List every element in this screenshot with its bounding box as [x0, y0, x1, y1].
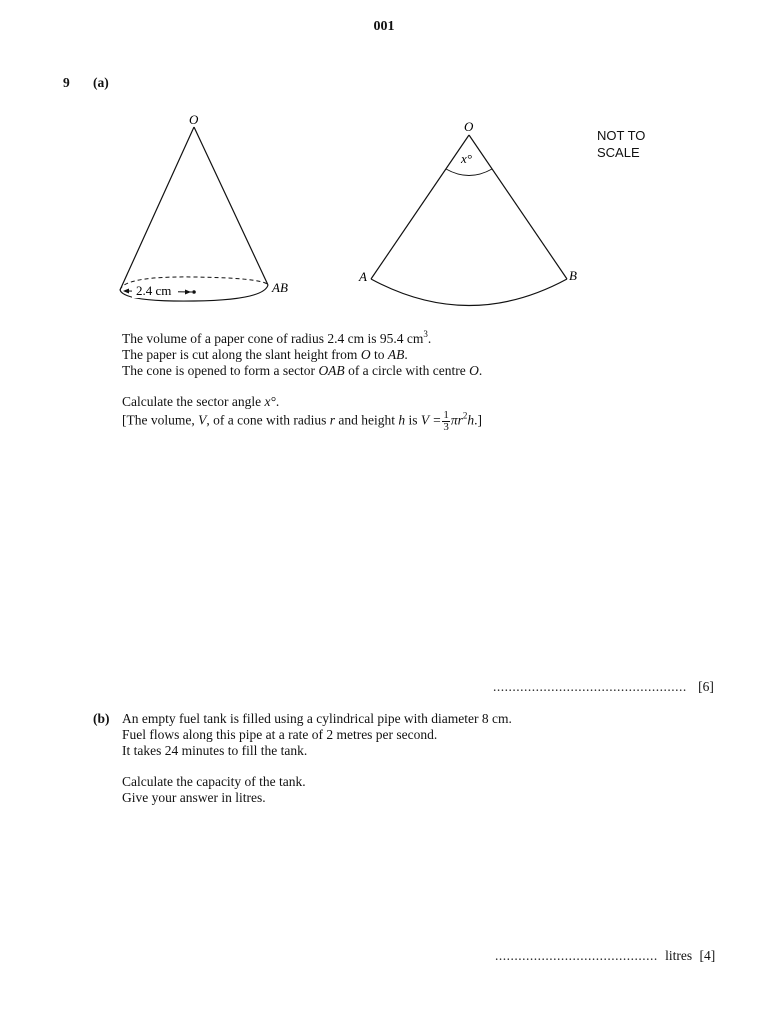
part-a-instruction: Calculate the sector angle x°. — [122, 394, 280, 409]
sector-arc — [371, 279, 567, 306]
part-a-line-3: The cone is opened to form a sector OAB of a circle with centre O. — [122, 363, 483, 378]
not-to-scale-note — [597, 127, 645, 161]
cone-right-edge — [194, 127, 268, 285]
part-b-marks: [4] — [699, 948, 716, 963]
not-to-scale-line-1: NOT TO — [597, 128, 646, 143]
not-to-scale-line-2: SCALE — [597, 145, 640, 160]
part-b-line-3: It takes 24 minutes to fill the tank. — [122, 743, 308, 758]
part-b-unit: litres — [665, 948, 693, 963]
part-a-answer-dots[interactable]: .................................................. — [493, 679, 687, 694]
part-b-line-2: Fuel flows along this pipe at a rate of 2 metres per second. — [122, 727, 438, 742]
sector-edge-oa — [371, 135, 469, 279]
part-b-line-4: Calculate the capacity of the tank. — [122, 774, 306, 789]
cone-volume-formula: [The volume, V, of a cone with radius r and height h is V = $\frac{1}{3}$ $\pi r^2h$.] — [122, 409, 483, 433]
cone-base-label: AB — [272, 280, 288, 295]
part-b-line-5: Give your answer in litres. — [122, 790, 266, 805]
page-number: 001 — [373, 19, 395, 34]
part-a-answer-line[interactable] — [493, 679, 714, 695]
point-b-label: B — [569, 268, 577, 283]
part-b-answer-line[interactable] — [495, 948, 715, 964]
radius-label: 2.4 cm — [136, 283, 172, 298]
sector-edge-ob — [469, 135, 567, 279]
part-a-marks: [6] — [698, 679, 714, 694]
part-b-answer-dots[interactable]: .......................................... — [495, 948, 658, 963]
cone-sector-diagram — [0, 0, 768, 330]
cone-apex-label: O — [189, 112, 199, 127]
part-a-label: (a) — [93, 75, 109, 90]
part-a-line-1: The volume of a paper cone of radius 2.4 cm is 95.4 $cm^3$. — [122, 329, 432, 346]
sector-apex-label: O — [464, 119, 474, 134]
sector-angle-arc — [446, 169, 492, 176]
part-b-line-1: An empty fuel tank is filled using a cylindrical pipe with diameter 8 cm. — [122, 711, 512, 726]
sector-angle-label: x° — [461, 151, 472, 166]
radius-arrow-left — [123, 289, 129, 294]
part-a-line-2: The paper is cut along the slant height from O to AB. — [122, 347, 408, 362]
part-b-label: (b) — [93, 711, 110, 726]
cone-figure — [120, 127, 268, 301]
cone-base-centre — [192, 290, 196, 294]
radius-arrow-right — [185, 290, 191, 295]
cone-left-edge — [120, 127, 194, 290]
question-number: 9 — [63, 75, 70, 90]
point-a-label: A — [359, 269, 367, 284]
one-third-fraction: $\frac{1}{3}$ — [443, 409, 449, 433]
